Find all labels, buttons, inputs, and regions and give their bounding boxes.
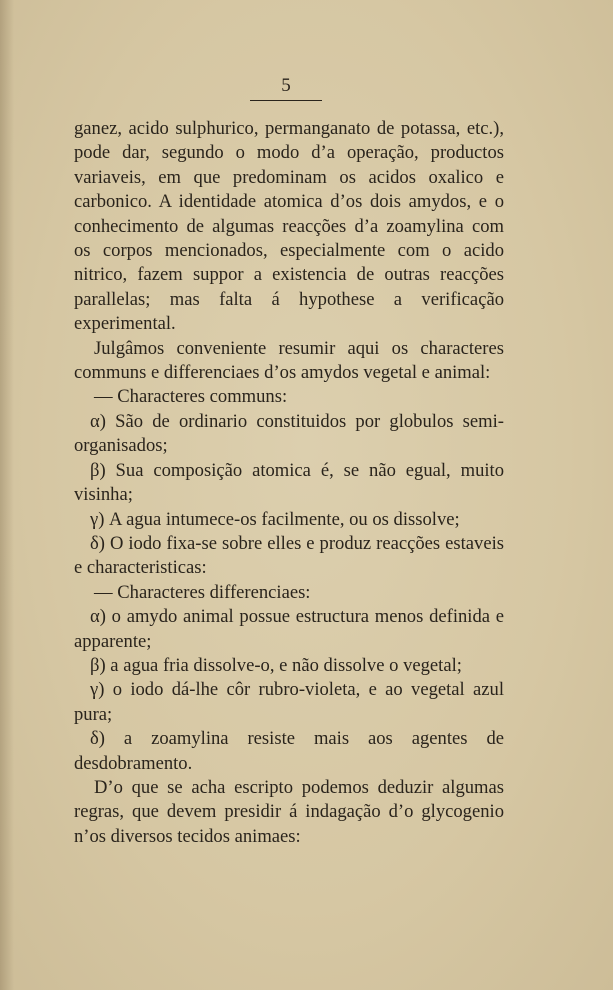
body-text <box>74 117 504 849</box>
heading-common-characters: — Characteres communs: <box>94 386 288 408</box>
list-item-diff-alpha: α) o amydo animal possue estructura menos definida e apparente; <box>74 606 504 652</box>
binding-shadow <box>0 0 14 990</box>
page-number: 5 <box>281 75 291 96</box>
list-item-common-beta: β) Sua composição atomica é, se não egual, muito visinha; <box>74 459 504 506</box>
list-item-common-alpha: α) São de ordinario constituidos por globulos semi-organisados; <box>74 410 504 457</box>
page-number-rule <box>250 100 322 101</box>
list-item-diff-delta: δ) a zoamylina resiste mais aos agentes de desdobramento. <box>74 728 504 774</box>
list-item-diff-beta: β) a agua fria dissolve-o, e não dissolve o vegetal; <box>90 654 462 676</box>
heading-differential-characters: — Characteres differenciaes: <box>94 581 311 603</box>
paragraph-rules-intro: D’o que se acha escripto podemos deduzir algumas regras, que devem presidir á indagação d’o glycogenio n’os diversos tecidos animaes: <box>74 776 504 847</box>
list-item-diff-gamma: γ) o iodo dá-lhe côr rubro-violeta, e ao vegetal azul pura; <box>74 679 504 725</box>
paragraph-continuation: ganez, acido sulphurico, permanganato de potassa, etc.), pode dar, segundo o modo d’a operação, productos variaveis, em que predominam os acidos oxalico e carbonico. A identidade atomica d’os dois amydos, e o conhecimento de algumas reacções d’a zoamylina com os corpos mencionados, especialmente com o acido nitrico, fazem suppor a existencia de outras reacções parallelas; mas falta á hypothese a verificação experimental. <box>74 118 504 335</box>
list-item-common-gamma: γ) A agua intumece-os facilmente, ou os dissolve; <box>90 508 460 530</box>
paragraph-summary-intro: Julgâmos conveniente resumir aqui os characteres communs e differenciaes d’os amydos vegetal e animal: <box>74 337 504 384</box>
list-item-common-delta: δ) O iodo fixa-se sobre elles e produz reacções estaveis e characteristicas: <box>74 532 504 579</box>
